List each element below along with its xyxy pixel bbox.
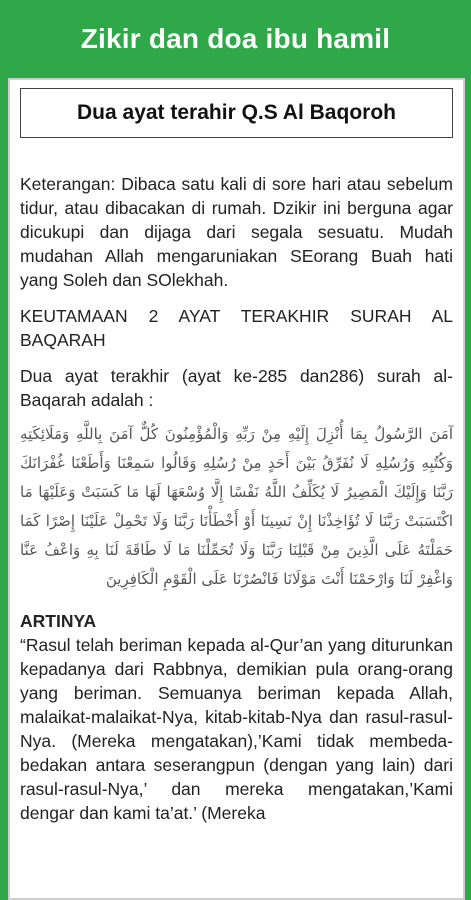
- dua-ayat-paragraph: Dua ayat terakhir (ayat ke-285 dan286) surah al-Baqarah adalah :: [20, 366, 453, 410]
- keutamaan-paragraph: KEUTAMAAN 2 AYAT TERAKHIR SURAH AL BAQARAH: [20, 306, 453, 350]
- article-body: [10, 172, 463, 825]
- app-header: [0, 0, 471, 78]
- section-title-box: [20, 88, 453, 138]
- keterangan-paragraph: Keterangan: Dibaca satu kali di sore hari atau sebelum tidur, atau dibacakan di rumah. Dzikir ini berguna agar dicukupi dan dijaga dari segala sesuatu. Mudah mudahan Allah mengaruniakan SEorang Buah hati yang Soleh dan SOlekhah.: [20, 174, 453, 290]
- artinya-heading: ARTINYA: [20, 611, 97, 631]
- content-panel[interactable]: [8, 78, 465, 900]
- arabic-verse: آمَنَ الرَّسُولُ بِمَا أُنْزِلَ إِلَيْهِ مِنْ رَبِّهِ وَالْمُؤْمِنُونَ كُلٌّ آمَنَ بِاللَّهِ وَمَلَائِكَتِهِ وَكُتُبِهِ وَرُسُلِهِ لَا نُفَرِّقُ بَيْنَ أَحَدٍ مِنْ رُسُلِهِ وَقَالُوا سَمِعْنَا وَأَطَعْنَا غُفْرَانَكَ رَبَّنَا وَإِلَيْكَ الْمَصِيرُ لَا يُكَلِّفُ اللَّهُ نَفْسًا إِلَّا وُسْعَهَا لَهَا مَا كَسَبَتْ وَعَلَيْهَا مَا اكْتَسَبَتْ رَبَّنَا لَا تُؤَاخِذْنَا إِنْ نَسِينَا أَوْ أَخْطَأْنَا رَبَّنَا وَلَا تَحْمِلْ عَلَيْنَا إِصْرًا كَمَا حَمَلْتَهُ عَلَى الَّذِينَ مِنْ قَبْلِنَا رَبَّنَا وَلَا تُحَمِّلْنَا مَا لَا طَاقَةَ لَنَا بِهِ وَاعْفُ عَنَّا وَاغْفِرْ لَنَا وَارْحَمْنَا أَنْتَ مَوْلَانَا فَانْصُرْنَا عَلَى الْقَوْمِ الْكَافِرِينَ: [20, 425, 453, 588]
- translation-paragraph: “Rasul telah beriman kepada al-Qur’an yang diturunkan kepadanya dari Rabbnya, demikian pula orang-orang yang beriman. Semuanya beriman kepada Allah, malaikat-malaikat-Nya, kitab-kitab-Nya dan rasul-rasul-Nya. (Mereka mengatakan),’Kami tidak membeda-bedakan antara seserangpun (dengan yang lain) dari rasul-rasul-Nya,’ dan mereka mengatakan,’Kami dengar dan kami ta’at.’ (Mereka: [20, 635, 453, 823]
- app-title: Zikir dan doa ibu hamil: [80, 23, 391, 54]
- section-title: Dua ayat terahir Q.S Al Baqoroh: [77, 101, 396, 124]
